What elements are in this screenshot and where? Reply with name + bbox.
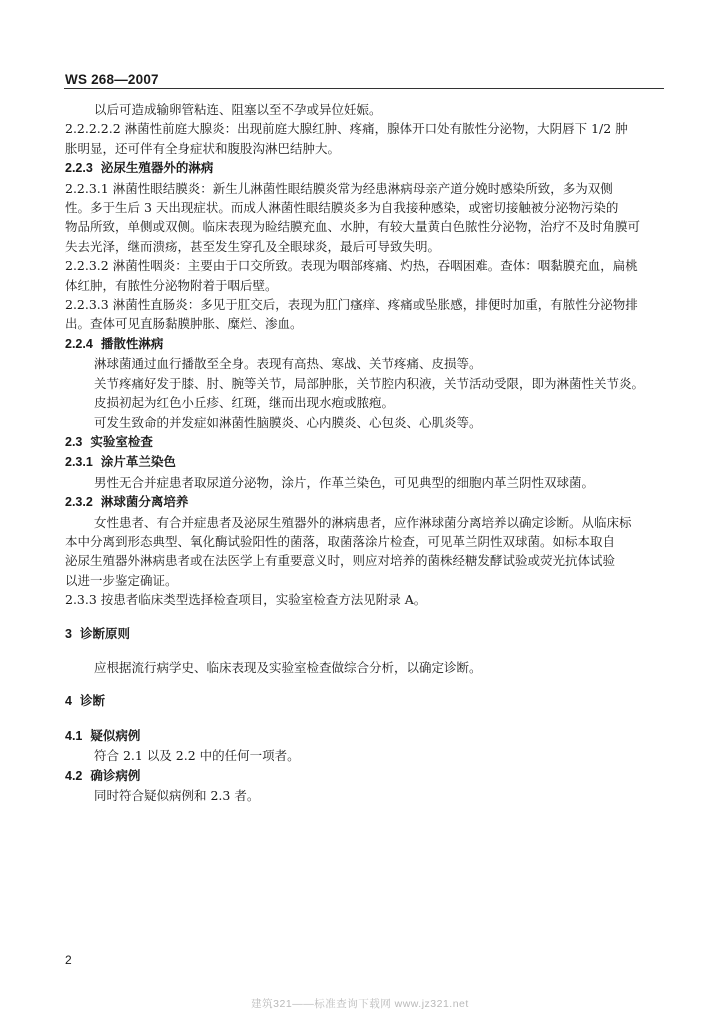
paragraph-line: 符合 2.1 以及 2.2 中的任何一项者。 — [94, 748, 300, 764]
section-title: 泌尿生殖器外的淋病 — [100, 161, 214, 176]
clause-2-3-3: 2.3.3 按患者临床类型选择检查项目，实验室检查方法见附录 A。 — [65, 592, 427, 608]
clause-2-2-3-3: 2.2.3.3 淋菌性直肠炎：多见于肛交后，表现为肛门瘙痒、疼痛或坠胀感，排便时加重，有脓性分泌物排 — [65, 297, 638, 313]
section-heading-4-1 — [65, 726, 665, 746]
section-heading-2-3-1 — [65, 452, 665, 472]
paragraph-line: 体红肿，有脓性分泌物附着于咽后壁。 — [65, 277, 278, 293]
section-heading-2-3 — [65, 432, 665, 452]
section-title: 疑似病例 — [90, 728, 141, 743]
paragraph-line: 以进一步鉴定确证。 — [65, 572, 178, 588]
section-number: 3 — [65, 626, 72, 641]
paragraph-line: 应根据流行病学史、临床表现及实验室检查做综合分析，以确定诊断。 — [94, 659, 482, 675]
paragraph-line: 物品所致，单侧或双侧。临床表现为睑结膜充血、水肿，有较大量黄白色脓性分泌物，治疗不及时角膜可 — [65, 219, 641, 235]
paragraph-line: 皮损初起为红色小丘疹、红斑，继而出现水疱或脓疱。 — [94, 395, 395, 411]
section-title: 诊断 — [79, 694, 105, 709]
clause-2-2-3-2: 2.2.3.2 淋菌性咽炎：主要由于口交所致。表现为咽部疼痛、灼热，吞咽困难。查体：咽黏膜充血，扁桃 — [65, 258, 638, 274]
section-number: 4.1 — [65, 728, 83, 743]
paragraph-line: 淋球菌通过血行播散至全身。表现有高热、寒战、关节疼痛、皮损等。 — [94, 356, 482, 372]
section-title: 涂片革兰染色 — [100, 455, 176, 470]
paragraph-line: 可发生致命的并发症如淋菌性脑膜炎、心内膜炎、心包炎、心肌炎等。 — [94, 414, 482, 430]
section-number: 4 — [65, 694, 72, 709]
section-title: 诊断原则 — [79, 626, 130, 641]
clause-2-2-3-1: 2.2.3.1 淋菌性眼结膜炎：新生儿淋菌性眼结膜炎常为经患淋病母亲产道分娩时感染所致，多为双侧 — [65, 180, 613, 196]
document-body — [65, 100, 665, 805]
section-number: 4.2 — [65, 768, 83, 783]
section-heading-4-2 — [65, 766, 665, 786]
section-title: 确诊病例 — [90, 768, 141, 783]
paragraph-line: 男性无合并症患者取尿道分泌物，涂片，作革兰染色，可见典型的细胞内革兰阴性双球菌。 — [94, 474, 595, 490]
paragraph-line: 失去光泽，继而溃疡，甚至发生穿孔及全眼球炎，最后可导致失明。 — [65, 238, 441, 254]
section-number: 2.2.4 — [65, 336, 93, 351]
section-title: 淋球菌分离培养 — [100, 495, 189, 510]
section-heading-2-2-4 — [65, 334, 665, 354]
paragraph-line: 胀明显，还可伴有全身症状和腹股沟淋巴结肿大。 — [65, 140, 341, 156]
section-title: 播散性淋病 — [100, 336, 164, 351]
header-rule — [64, 88, 664, 89]
section-heading-2-3-2 — [65, 492, 665, 512]
paragraph-line: 本中分离到形态典型、氧化酶试验阳性的菌落，取菌落涂片检查，可见革兰阴性双球菌。如标本取自 — [65, 533, 616, 549]
clause-2-2-2-2-2: 2.2.2.2.2 淋菌性前庭大腺炎：出现前庭大腺红肿、疼痛，腺体开口处有脓性分泌物，大阴唇下 1/2 肿 — [65, 121, 628, 137]
paragraph-line: 性。多于生后 3 天出现症状。而成人淋菌性眼结膜炎多为自我接种感染，或密切接触被分泌物污染的 — [65, 200, 619, 216]
section-number: 2.3.2 — [65, 495, 93, 510]
paragraph-line: 同时符合疑似病例和 2.3 者。 — [94, 788, 260, 803]
section-number: 2.2.3 — [65, 161, 93, 176]
section-heading-4 — [65, 691, 665, 711]
section-heading-2-2-3 — [65, 158, 665, 178]
section-number: 2.3 — [65, 434, 83, 449]
section-heading-3 — [65, 624, 665, 644]
paragraph-line: 女性患者、有合并症患者及泌尿生殖器外的淋病患者，应作淋球菌分离培养以确定诊断。从临床标 — [94, 514, 632, 530]
watermark: 建筑321——标准查询下载网 www.jz321.net — [251, 998, 469, 1010]
paragraph-line: 出。查体可见直肠黏膜肿胀、糜烂、渗血。 — [65, 316, 303, 332]
paragraph-line: 以后可造成输卵管粘连、阻塞以至不孕或异位妊娠。 — [94, 102, 382, 117]
section-title: 实验室检查 — [90, 434, 153, 449]
paragraph-line: 泌尿生殖器外淋病患者或在法医学上有重要意义时，则应对培养的菌株经糖发酵试验或荧光抗体试验 — [65, 553, 616, 569]
paragraph-line: 关节疼痛好发于膝、肘、腕等关节，局部肿胀，关节腔内积液，关节活动受限，即为淋菌性关节炎。 — [94, 375, 645, 391]
page-number: 2 — [65, 953, 72, 967]
section-number: 2.3.1 — [65, 455, 93, 470]
standard-code: WS 268—2007 — [65, 72, 159, 87]
